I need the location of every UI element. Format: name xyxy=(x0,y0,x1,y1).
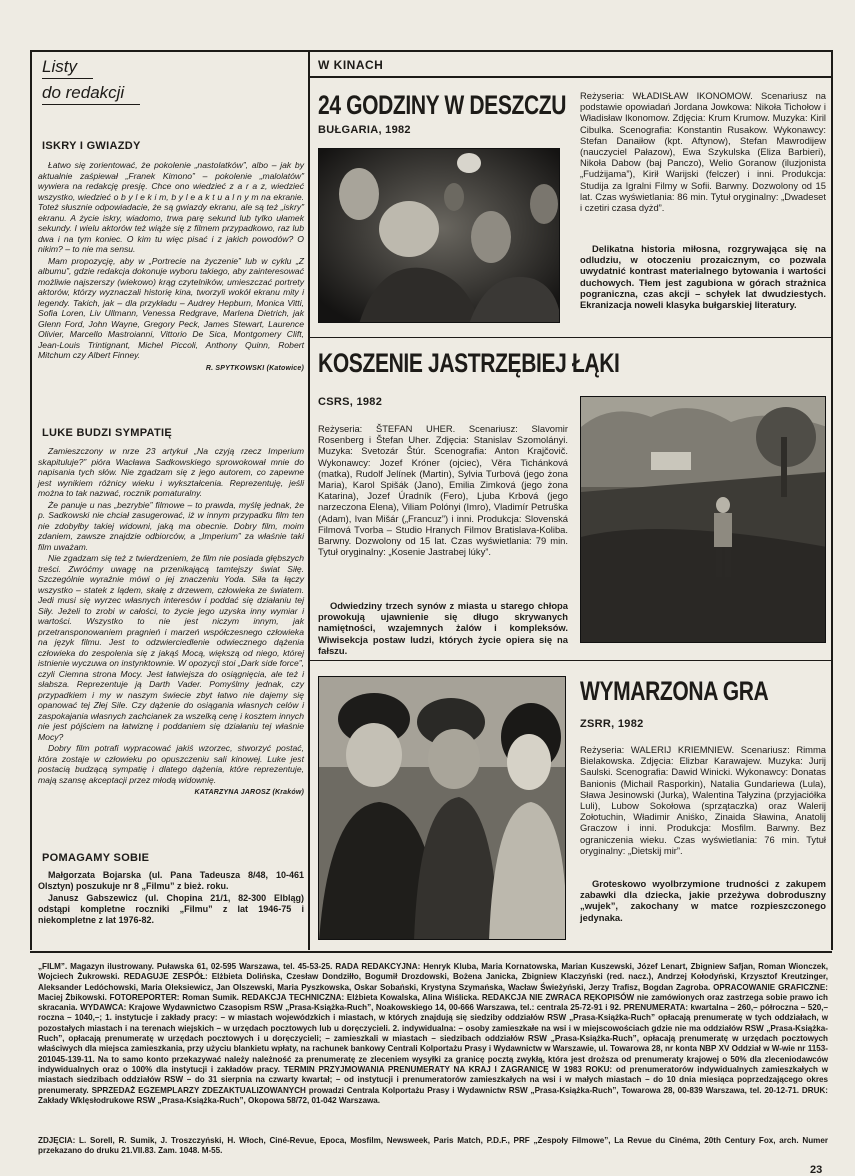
column-divider xyxy=(308,50,310,950)
page-number: 23 xyxy=(810,1164,823,1176)
letter1-body xyxy=(38,160,304,374)
film3-title: WYMARZONA GRA xyxy=(580,676,769,706)
section-title-listy: Listy xyxy=(42,56,292,79)
section-title-do-redakcji: do redakcji xyxy=(42,82,292,105)
letter2-paragraph: Dobry film potrafi wypracować jakiś wzorzec, stworzyć postać, która zostaje w człowieku po opuszczeniu sali kinowej. Luke jest postacią budzącą sympatię i dlatego dążenia, które reprezentuje, mają szansę akceptacji przez młodą widownię. xyxy=(38,743,304,785)
film1-still-photo xyxy=(318,148,560,323)
help-body xyxy=(38,870,304,927)
letter2-paragraph: Nie zgadzam się też z twierdzeniem, że film nie posiada głębszych treści. Zwróćmy uwagę na przenikającą tamtejszy świat Siłę. Szczególnie wyraźnie mówi o jej znaczeniu Yoda. Siła ta łączy wszystko – statek z lądem, skałę z drzewem, człowieka ze światem. Jedi musi się wyrzec własnych interesów i poddać się działaniu tej Siły. Jeżeli to zrobi w całości, to życie jego uzyska inny wymiar i wartości. Wszystko to nie jest niczym innym, jak przetransponowaniem pragnień i marzeń współczesnego człowieka na język filmu. Jest to odzwierciedlenie odwiecznego dążenia człowieka do zespolenia się z jakąś Mocą, większą od niego, której istnienie wyczuwa on instynktownie. W opozycji stoi „Dark side force”, czyli Ciemna strona Mocy. Jest łatwiejsza do osiągnięcia, ale też i słabsza. Reprezentuje ją Darth Vader. Pomyślmy jednak, czy przypadkiem i my w naszym świecie zbyt łatwo nie dajemy się opanować tej Złej Sile. Czy dążenie do osiągania własnych celów i zaspokajania własnych zachcianek za wszelką cenę i kosztem innych nie jest pójściem na łatwiznę i poddaniem się działaniu tej właśnie Mocy? xyxy=(38,553,304,742)
film3-country: ZSRR, 1982 xyxy=(580,718,644,730)
film3-blurb: Groteskowo wyolbrzymione trudności z zakupem zabawki dla dziecka, jakie przeżywa dobroduszny „wujek”, zakochany w matce rozpieszczonego jedynaka. xyxy=(580,878,826,923)
section-header-w-kinach: W KINACH xyxy=(318,58,384,72)
letter1-title: ISKRY I GWIAZDY xyxy=(42,140,141,152)
top-border xyxy=(30,50,832,52)
letter2-body xyxy=(38,446,304,799)
left-border xyxy=(30,50,32,950)
letter2-signature: KATARZYNA JAROSZ (Kraków) xyxy=(194,789,304,796)
photo-credits: ZDJĘCIA: L. Sorell, R. Sumik, J. Troszczyński, H. Włoch, Ciné-Revue, Epoca, Mosfilm, Newsweek, Paris Match, P.D.F., PRF „Zespoły Filmowe”, La Revue du Cinéma, 20th Century Fox, arch. Numer przekazano do druku 21.VII.83. Zam. 1048. M-55. xyxy=(38,1136,828,1156)
letter2-title: LUKE BUDZI SYMPATIĘ xyxy=(42,427,172,439)
letter2-paragraph: Zamieszczony w nrze 23 artykuł „Na czyją rzecz Imperium skapituluje?” pióra Wacława Sadkowskiego sprowokował mnie do napisania tych słów. Nie zgadzam się z jego autorem, co zapewne jest wynikiem różnicy wieku i wykształcenia. Reprezentuję, jeśli można to tak nazwać, rocznik pomaturalny. xyxy=(38,446,304,498)
film3-credits: Reżyseria: WALERIJ KRIEMNIEW. Scenariusz: Rimma Bielakowska. Zdjęcia: Elizbar Karawajew. Muzyka: Jurij Saulski. Scenografia: Dawid Winicki. Wykonawcy: Donatas Banionis (Michail Rasporkin), Natalia Gundariewa (Lula), Sława Jesinowski (Jurka), Walentina Tałyzina (przyjaciółka Luli), Lubow Sokołowa (sprzątaczka) oraz Walerij Zołotuchin, Władimir Aniśko, Zinaida Sławina, Anatolij Graczow i inni. Produkcja: Mosfilm. Barwny. Bez ograniczenia wieku. Czas wyświetlania: 76 min. Tytuł oryginalny: „Dietskij mir”. xyxy=(580,744,826,856)
letter1-signature: R. SPYTKOWSKI (Katowice) xyxy=(205,364,304,372)
letter1-paragraph: Łatwo się zorientować, że pokolenie „nastolatków”, albo – jak by aktualnie zaśpiewał „Franek Kimono” – pokolenie „malolatów” wywiera na redakcję presję. Chce ono wiedzieć z a r a z, wiedzieć wszystko, wiedzieć o b y l e k i m, b y l e a k t u a l n y m na ekranie. Toteż słusznie odpowiadacie, że są gwiazdy ekranu, ale są też „iskry” ekranu. A życie iskry, wiadomo, trwa parę sekund lub tylko ułamek sekundy. I wielu aktorów też wiąże się z filmem przypadkowo, raz lub dwa i na tym koniec. O kim tu więc pisać i z jakich powodów? O nikim? – to nie ma sensu. xyxy=(38,160,304,254)
film2-country: CSRS, 1982 xyxy=(318,396,383,408)
film1-credits: Reżyseria: WŁADISŁAW IKONOMOW. Scenariusz na podstawie opowiadań Jordana Jowkowa: Nikoła Tichołow i Władisław Ikonomow. Zdjęcia: Krum Krumow. Muzyka: Kiril Cibulka. Scenografia: Konstantin Rusakow. Wykonawcy: Stefan Danaiłow (kpt. Aftynow), Stefan Mawrodijew (nauczyciel Pałazow), Ewa Szykulska (Eliza Barbieri), Nikoła Dabow (baj Panczo), Welio Goranow (iluzjonista „Fudżijama”), Kirił Warijski (felczer) i inni. Produkcja: Studija za Igralni Filmy w Sofii. Barwny. Dozwolony od 15 lat. Czas wyświetlania: 86 min. Tytuł oryginalny: „Dwadeset i czetiri czasa dyżd”. xyxy=(580,90,826,214)
film1-blurb: Delikatna historia miłosna, rozgrywająca się na odludziu, w otoczeniu prozaicznym, co pozwala uwydatnić kontrast materialnego bytowania i wartości duchowych. Tłem jest zagubiona w górach strażnica pograniczna, czas akcji – schyłek lat dwudziestych. Ekranizacja noweli klasyka bułgarskiej literatury. xyxy=(580,243,826,311)
film2-separator xyxy=(310,660,832,661)
film3-still-photo xyxy=(318,676,566,940)
letter2-paragraph: Że panuje u nas „bezrybie” filmowe – to prawda, myślę jednak, że p. Sadkowski nie chciał zasugerować, iż w innym przypadku film ten nie zdobyłby takiej widowni, jaką ma obecnie. Dobry film, moim zdaniem, zawsze znajdzie odbiorców, a „Imperium” za właśnie taki film uważam. xyxy=(38,499,304,552)
help-item: Janusz Gabszewicz (ul. Chopina 21/1, 82-300 Elbląg) odstąpi kompletne roczniki „Filmu” z lat 1946-75 i niekompletne z lat 1976-82. xyxy=(38,893,304,925)
help-title: POMAGAMY SOBIE xyxy=(42,852,150,864)
help-item: Małgorzata Bojarska (ul. Pana Tadeusza 8/48, 10-461 Olsztyn) poszukuje nr 8 „Filmu” z bież. roku. xyxy=(38,870,304,891)
film1-country: BUŁGARIA, 1982 xyxy=(318,124,411,136)
footer-top-rule xyxy=(30,951,832,953)
letter1-paragraph: Mam propozycję, aby w „Portrecie na życzenie” lub w cyklu „Z albumu”, gdzie redakcja dokonuje wyboru takiego, aby zainteresować możliwie najszerszy (wiekowo) krąg czytelników, umieszczać portrety aktorów, którzy wyznaczali historię kina, tworzyli wokół ekranu mity i legendy. Takich, jak – dla przykładu – Audrey Hepburn, Monica Vitti, Sofia Loren, Liv Ullmann, Venessa Redgrave, Marlena Dietrich, jak Glenn Ford, John Wayne, Gregory Peck, James Stewart, Laurence Olivier, Marcello Mastroianni, Vittorio De Sica, Montgomery Clift, Jean-Louis Trintignant, Michel Piccoli, Anthony Quinn, Robert Mitchum czy Albert Finney. xyxy=(38,255,304,360)
film1-separator xyxy=(310,337,832,338)
film2-still-photo xyxy=(580,396,826,643)
film2-blurb: Odwiedziny trzech synów z miasta u starego chłopa prowokują ujawnienie się długo skrywanych namiętności, wzajemnych żalów i kompleksów. Wiwisekcja postaw ludzi, których życie opiera się na fałszu. xyxy=(318,600,568,656)
film2-credits: Reżyseria: ŠTEFAN UHER. Scenariusz: Slavomir Rosenberg i Štefan Uher. Zdjęcia: Stanislav Szomolányi. Muzyka: Svetozár Štúr. Scenografia: Anton Krajčovič. Wykonawcy: Jozef Króner (ojciec), Věra Tichánková (matka), Rudolf Jelínek (Martin), Sylvia Turbová (jego żona Maria), Karol Spišák (Jano), Emilia Zimková (jego żona Katarina), Jozef Úradník (Fero), Ljuba Krbová (jego narzeczona Elena), Viliam Polónyi (Imro), Vladimír Petruška (Adam), Ivan Mišár („Francuz”) i inni. Produkcja: Slovenská Filmová Tvorba – Studio Hranych Filmov Bratislava-Koliba. Barwny. Dozwolony od 15 lat. Czas wyświetlania: 79 min. Tytuł oryginalny: „Kosenie Jastrabej lúky”. xyxy=(318,423,568,558)
masthead-imprint: „FILM”. Magazyn ilustrowany. Puławska 61, 02-595 Warszawa, tel. 45-53-25. RADA REDAKCYJNA: Henryk Kluba, Maria Kornatowska, Marian Kuszewski, Józef Lenart, Zbigniew Safjan, Roman Wionczek, Wojciech Żukrowski. REDAGUJE ZESPÓŁ: Elżbieta Dolińska, Czesław Dondziłło, Bogumił Drozdowski, Bożena Janicka, Zbigniew Klaczyński (red. nacz.), Andrzej Kołodyński, Krzysztof Kreutzinger, Aleksander Ledóchowski, Maria Oleksiewicz, Jan Olszewski, Maria Pyszkowska, Oskar Sobański, Krystyna Szymańska, Wacław Świeżyński, Jerzy Trafisz, Bogdan Zagroba. OPRACOWANIE GRAFICZNE: Maciej Żbikowski. FOTOREPORTER: Roman Sumik. REDAKCJA TECHNICZNA: Elżbieta Kowalska, Alina Wiślicka. REDAKCJA NIE ZWRACA RĘKOPISÓW nie zamówionych oraz zastrzega sobie prawo ich skracania. WYDAWCA: Krajowe Wydawnictwo Czasopism RSW „Prasa-Książka-Ruch”, Noakowskiego 14, 00-666 Warszawa, tel.: centrala 25-72-91 i 92. PRENUMERATA: kwartalna – 260,– półroczna – 520,– roczna – 1040,–; 1. instytucje i zakłady pracy: – w miastach wojewódzkich i miastach, w których znajdują się siedziby oddziałów RSW „Prasa-Książka-Ruch” opłacają prenumeratę w tych oddziałach, w pozostałych miastach i na terenach wiejskich – w urzędach pocztowych lub u doręczycieli. 2. indywidualna: – osoby zamieszkałe na wsi i w miejscowościach gdzie nie ma oddziałów RSW „Prasa-Książka-Ruch”, opłacają prenumeratę w urzędach pocztowych i u doręczycieli; – zamieszkali w miastach – siedzibach oddziałów RSW „Prasa-Książka-Ruch”, opłacają prenumeratę w urzędach pocztowych właściwych dla miejsca zamieszkania, przy użyciu blankietu wpłaty, na rachunek bankowy Centrali Kolportażu Prasy i Wydawnictw w Warszawie, ul. Towarowa 28, nr konta NBP XV Oddział w W-wie nr 1153-201045-139-11. Na to samo konto przekazywać należy należność za prenumeratę ze zleceniem wysyłki za granicę pocztą zwykłą, która jest droższa od prenumeraty krajowej o 50% dla zleceniodawców indywidualnych oraz o 100% dla instytucji i zakładów pracy. TERMIN PRZYJMOWANIA PRENUMERATY NA KRAJ I ZAGRANICĘ W 1983 ROKU: od prenumeratorów indywidualnych zamieszkałych w miastach siedzibach oddziałów RSW – do 31 sierpnia na czwarty kwartał; – od instytucji i prenumeratorów zamieszkałych na wsi i w małych miastach – do 10 dnia miesiąca poprzedzającego okres prenumeraty. SPRZEDAŻ EGZEMPLARZY ZDEZAKTUALIZOWANYCH prowadzi Centrala Kolportażu Prasy i Wydawnictw RSW „Prasa-Książka-Ruch”, Towarowa 28, 00-839 Warszawa, tel. 20-12-71. DRUK: Zakłady Wklęsłodrukowe RSW „Prasa-Książka-Ruch”, Okopowa 58/72, 01-042 Warszawa. xyxy=(38,962,828,1105)
film1-title: 24 GODZINY W DESZCZU xyxy=(318,90,567,120)
right-border xyxy=(831,50,833,950)
kina-header-rule xyxy=(310,76,832,78)
film2-title: KOSZENIE JASTRZĘBIEJ ŁĄKI xyxy=(318,348,620,378)
